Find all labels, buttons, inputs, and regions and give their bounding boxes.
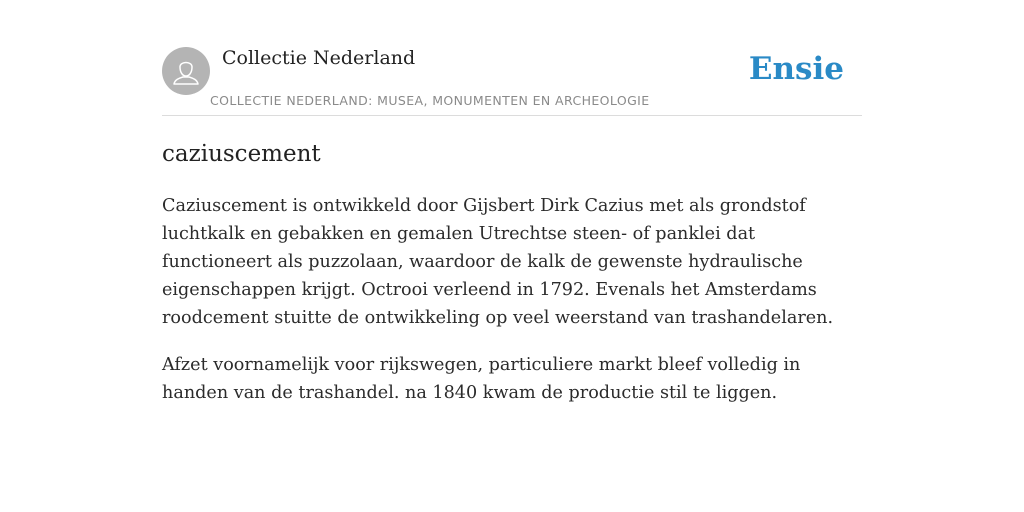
author-avatar[interactable] — [162, 47, 210, 95]
entry-page — [162, 0, 862, 403]
entry-description — [162, 192, 862, 426]
description-paragraph: Afzet voornamelijk voor rijkswegen, particuliere markt bleef volledig in handen van de trashandel. na 1840 kwam de productie stil te liggen. — [162, 355, 801, 403]
entry-term-title: caziuscement — [162, 141, 321, 167]
ensie-logo[interactable]: Ensie — [748, 51, 844, 87]
description-paragraph: Caziuscement is ontwikkeld door Gijsbert Dirk Cazius met als grondstof luchtkalk en gebakken en gemalen Utrechtse steen- of panklei dat functioneert als puzzolaan, waardoor de kalk de gewenste hydraulische eigenschappen krijgt. Octrooi verleend in 1792. Evenals het Amsterdams roodcement stuitte de ontwikkeling op veel weerstand van trashandelaren. — [162, 196, 834, 328]
author-subtitle[interactable]: COLLECTIE NEDERLAND: MUSEA, MONUMENTEN EN ARCHEOLOGIE — [210, 93, 650, 108]
author-name-link[interactable]: Collectie Nederland — [222, 47, 416, 69]
entry-header — [162, 0, 862, 116]
user-silhouette-icon — [162, 47, 210, 95]
